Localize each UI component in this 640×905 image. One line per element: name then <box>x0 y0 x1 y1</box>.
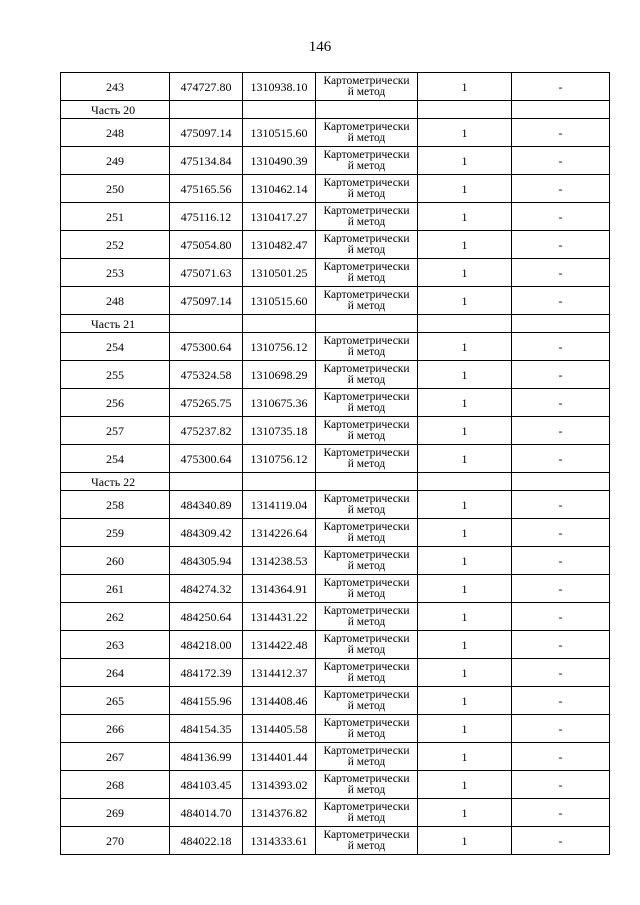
value-cell: 1 <box>418 119 512 147</box>
value-cell: 1 <box>418 659 512 687</box>
y-coordinate-cell: 1314238.53 <box>243 547 316 575</box>
point-number-cell: 255 <box>61 361 170 389</box>
empty-cell <box>243 315 316 333</box>
empty-cell <box>170 101 243 119</box>
value-cell: 1 <box>418 519 512 547</box>
x-coordinate-cell: 475165.56 <box>170 175 243 203</box>
x-coordinate-cell: 475116.12 <box>170 203 243 231</box>
method-cell: Картометрически й метод <box>316 575 418 603</box>
table-row <box>61 519 610 547</box>
dash-cell: - <box>512 119 610 147</box>
method-cell: Картометрически й метод <box>316 73 418 101</box>
point-number-cell: 269 <box>61 799 170 827</box>
table-row <box>61 575 610 603</box>
method-cell: Картометрически й метод <box>316 175 418 203</box>
method-cell: Картометрически й метод <box>316 743 418 771</box>
point-number-cell: 260 <box>61 547 170 575</box>
point-number-cell: 259 <box>61 519 170 547</box>
value-cell: 1 <box>418 417 512 445</box>
value-cell: 1 <box>418 687 512 715</box>
x-coordinate-cell: 484022.18 <box>170 827 243 855</box>
table-row <box>61 231 610 259</box>
x-coordinate-cell: 475300.64 <box>170 445 243 473</box>
value-cell: 1 <box>418 203 512 231</box>
table-row <box>61 547 610 575</box>
method-cell: Картометрически й метод <box>316 491 418 519</box>
point-number-cell: 254 <box>61 333 170 361</box>
coordinates-table-body <box>61 73 610 855</box>
dash-cell: - <box>512 715 610 743</box>
dash-cell: - <box>512 603 610 631</box>
value-cell: 1 <box>418 175 512 203</box>
dash-cell: - <box>512 333 610 361</box>
y-coordinate-cell: 1310938.10 <box>243 73 316 101</box>
point-number-cell: 270 <box>61 827 170 855</box>
y-coordinate-cell: 1310675.36 <box>243 389 316 417</box>
y-coordinate-cell: 1314431.22 <box>243 603 316 631</box>
x-coordinate-cell: 475097.14 <box>170 287 243 315</box>
dash-cell: - <box>512 491 610 519</box>
value-cell: 1 <box>418 827 512 855</box>
page-number: 146 <box>308 39 332 55</box>
y-coordinate-cell: 1314376.82 <box>243 799 316 827</box>
coordinates-table <box>60 72 610 855</box>
dash-cell: - <box>512 799 610 827</box>
value-cell: 1 <box>418 575 512 603</box>
y-coordinate-cell: 1310501.25 <box>243 259 316 287</box>
dash-cell: - <box>512 231 610 259</box>
empty-cell <box>243 101 316 119</box>
table-row <box>61 147 610 175</box>
part-label: Часть 21 <box>61 315 170 333</box>
dash-cell: - <box>512 147 610 175</box>
method-cell: Картометрически й метод <box>316 147 418 175</box>
point-number-cell: 268 <box>61 771 170 799</box>
x-coordinate-cell: 484305.94 <box>170 547 243 575</box>
table-row <box>61 119 610 147</box>
point-number-cell: 261 <box>61 575 170 603</box>
y-coordinate-cell: 1314422.48 <box>243 631 316 659</box>
method-cell: Картометрически й метод <box>316 445 418 473</box>
point-number-cell: 264 <box>61 659 170 687</box>
table-row <box>61 771 610 799</box>
value-cell: 1 <box>418 333 512 361</box>
table-row <box>61 361 610 389</box>
x-coordinate-cell: 484136.99 <box>170 743 243 771</box>
method-cell: Картометрически й метод <box>316 389 418 417</box>
table-row <box>61 203 610 231</box>
empty-cell <box>316 315 418 333</box>
y-coordinate-cell: 1310735.18 <box>243 417 316 445</box>
y-coordinate-cell: 1310515.60 <box>243 287 316 315</box>
method-cell: Картометрически й метод <box>316 333 418 361</box>
table-row <box>61 333 610 361</box>
dash-cell: - <box>512 687 610 715</box>
dash-cell: - <box>512 827 610 855</box>
dash-cell: - <box>512 203 610 231</box>
y-coordinate-cell: 1314119.04 <box>243 491 316 519</box>
y-coordinate-cell: 1310756.12 <box>243 333 316 361</box>
empty-cell <box>512 473 610 491</box>
empty-cell <box>512 315 610 333</box>
empty-cell <box>512 101 610 119</box>
method-cell: Картометрически й метод <box>316 547 418 575</box>
point-number-cell: 249 <box>61 147 170 175</box>
empty-cell <box>316 473 418 491</box>
x-coordinate-cell: 475054.80 <box>170 231 243 259</box>
y-coordinate-cell: 1310482.47 <box>243 231 316 259</box>
value-cell: 1 <box>418 799 512 827</box>
dash-cell: - <box>512 259 610 287</box>
empty-cell <box>243 473 316 491</box>
method-cell: Картометрически й метод <box>316 687 418 715</box>
dash-cell: - <box>512 445 610 473</box>
point-number-cell: 251 <box>61 203 170 231</box>
method-cell: Картометрически й метод <box>316 603 418 631</box>
part-header-row <box>61 101 610 119</box>
method-cell: Картометрически й метод <box>316 119 418 147</box>
method-cell: Картометрически й метод <box>316 231 418 259</box>
y-coordinate-cell: 1314364.91 <box>243 575 316 603</box>
x-coordinate-cell: 474727.80 <box>170 73 243 101</box>
x-coordinate-cell: 484340.89 <box>170 491 243 519</box>
x-coordinate-cell: 484155.96 <box>170 687 243 715</box>
y-coordinate-cell: 1310698.29 <box>243 361 316 389</box>
method-cell: Картометрически й метод <box>316 631 418 659</box>
method-cell: Картометрически й метод <box>316 519 418 547</box>
point-number-cell: 263 <box>61 631 170 659</box>
table-row <box>61 175 610 203</box>
x-coordinate-cell: 484250.64 <box>170 603 243 631</box>
y-coordinate-cell: 1314405.58 <box>243 715 316 743</box>
table-row <box>61 799 610 827</box>
y-coordinate-cell: 1310490.39 <box>243 147 316 175</box>
x-coordinate-cell: 475237.82 <box>170 417 243 445</box>
value-cell: 1 <box>418 445 512 473</box>
value-cell: 1 <box>418 771 512 799</box>
table-row <box>61 687 610 715</box>
dash-cell: - <box>512 519 610 547</box>
table-row <box>61 445 610 473</box>
point-number-cell: 253 <box>61 259 170 287</box>
empty-cell <box>418 473 512 491</box>
point-number-cell: 254 <box>61 445 170 473</box>
x-coordinate-cell: 484103.45 <box>170 771 243 799</box>
table-row <box>61 715 610 743</box>
value-cell: 1 <box>418 259 512 287</box>
x-coordinate-cell: 475265.75 <box>170 389 243 417</box>
value-cell: 1 <box>418 147 512 175</box>
empty-cell <box>418 101 512 119</box>
dash-cell: - <box>512 771 610 799</box>
dash-cell: - <box>512 547 610 575</box>
part-label: Часть 20 <box>61 101 170 119</box>
dash-cell: - <box>512 389 610 417</box>
method-cell: Картометрически й метод <box>316 799 418 827</box>
x-coordinate-cell: 484014.70 <box>170 799 243 827</box>
dash-cell: - <box>512 631 610 659</box>
table-row <box>61 659 610 687</box>
dash-cell: - <box>512 287 610 315</box>
dash-cell: - <box>512 175 610 203</box>
dash-cell: - <box>512 417 610 445</box>
point-number-cell: 262 <box>61 603 170 631</box>
table-row <box>61 631 610 659</box>
part-header-row <box>61 473 610 491</box>
table-row <box>61 73 610 101</box>
method-cell: Картометрически й метод <box>316 827 418 855</box>
y-coordinate-cell: 1310462.14 <box>243 175 316 203</box>
y-coordinate-cell: 1314412.37 <box>243 659 316 687</box>
method-cell: Картометрически й метод <box>316 361 418 389</box>
point-number-cell: 248 <box>61 119 170 147</box>
point-number-cell: 265 <box>61 687 170 715</box>
x-coordinate-cell: 475134.84 <box>170 147 243 175</box>
method-cell: Картометрически й метод <box>316 259 418 287</box>
point-number-cell: 256 <box>61 389 170 417</box>
table-row <box>61 259 610 287</box>
value-cell: 1 <box>418 361 512 389</box>
method-cell: Картометрически й метод <box>316 771 418 799</box>
table-row <box>61 603 610 631</box>
value-cell: 1 <box>418 287 512 315</box>
y-coordinate-cell: 1314408.46 <box>243 687 316 715</box>
y-coordinate-cell: 1314333.61 <box>243 827 316 855</box>
part-label: Часть 22 <box>61 473 170 491</box>
table-row <box>61 491 610 519</box>
empty-cell <box>418 315 512 333</box>
y-coordinate-cell: 1310417.27 <box>243 203 316 231</box>
table-row <box>61 417 610 445</box>
empty-cell <box>316 101 418 119</box>
table-row <box>61 827 610 855</box>
value-cell: 1 <box>418 73 512 101</box>
part-header-row <box>61 315 610 333</box>
y-coordinate-cell: 1314401.44 <box>243 743 316 771</box>
value-cell: 1 <box>418 389 512 417</box>
value-cell: 1 <box>418 743 512 771</box>
value-cell: 1 <box>418 715 512 743</box>
dash-cell: - <box>512 659 610 687</box>
point-number-cell: 252 <box>61 231 170 259</box>
point-number-cell: 267 <box>61 743 170 771</box>
value-cell: 1 <box>418 631 512 659</box>
method-cell: Картометрически й метод <box>316 287 418 315</box>
value-cell: 1 <box>418 491 512 519</box>
point-number-cell: 258 <box>61 491 170 519</box>
dash-cell: - <box>512 575 610 603</box>
x-coordinate-cell: 484309.42 <box>170 519 243 547</box>
method-cell: Картометрически й метод <box>316 659 418 687</box>
method-cell: Картометрически й метод <box>316 417 418 445</box>
table-row <box>61 287 610 315</box>
x-coordinate-cell: 475324.58 <box>170 361 243 389</box>
method-cell: Картометрически й метод <box>316 203 418 231</box>
x-coordinate-cell: 475300.64 <box>170 333 243 361</box>
table-row <box>61 743 610 771</box>
method-cell: Картометрически й метод <box>316 715 418 743</box>
value-cell: 1 <box>418 231 512 259</box>
y-coordinate-cell: 1310756.12 <box>243 445 316 473</box>
x-coordinate-cell: 484172.39 <box>170 659 243 687</box>
dash-cell: - <box>512 743 610 771</box>
dash-cell: - <box>512 361 610 389</box>
point-number-cell: 243 <box>61 73 170 101</box>
empty-cell <box>170 315 243 333</box>
value-cell: 1 <box>418 547 512 575</box>
dash-cell: - <box>512 73 610 101</box>
table-row <box>61 389 610 417</box>
point-number-cell: 266 <box>61 715 170 743</box>
x-coordinate-cell: 484154.35 <box>170 715 243 743</box>
point-number-cell: 250 <box>61 175 170 203</box>
empty-cell <box>170 473 243 491</box>
x-coordinate-cell: 484274.32 <box>170 575 243 603</box>
point-number-cell: 257 <box>61 417 170 445</box>
x-coordinate-cell: 475097.14 <box>170 119 243 147</box>
y-coordinate-cell: 1314393.02 <box>243 771 316 799</box>
x-coordinate-cell: 484218.00 <box>170 631 243 659</box>
x-coordinate-cell: 475071.63 <box>170 259 243 287</box>
point-number-cell: 248 <box>61 287 170 315</box>
y-coordinate-cell: 1310515.60 <box>243 119 316 147</box>
value-cell: 1 <box>418 603 512 631</box>
y-coordinate-cell: 1314226.64 <box>243 519 316 547</box>
